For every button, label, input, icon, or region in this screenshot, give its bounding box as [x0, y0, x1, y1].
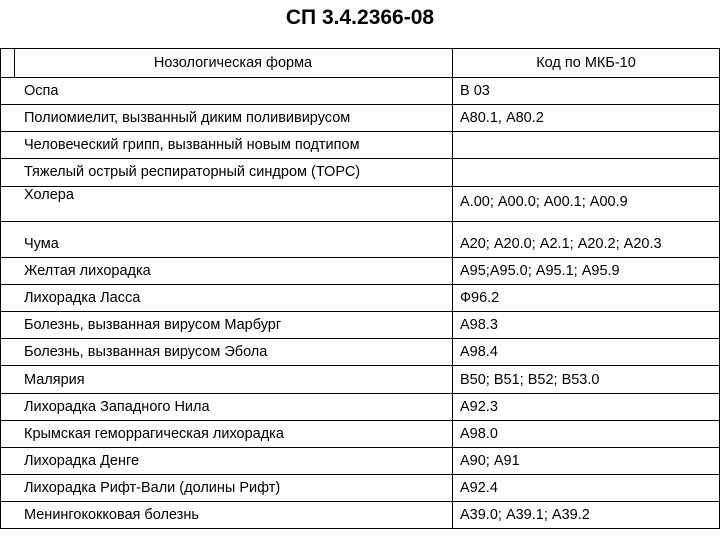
- table-row-name: Крымская геморрагическая лихорадка: [24, 426, 284, 442]
- table-row-name: Оспа: [24, 83, 59, 99]
- row-divider: [0, 365, 720, 366]
- table-row-name: Болезнь, вызванная вирусом Марбург: [24, 317, 282, 333]
- row-divider: [0, 104, 720, 105]
- row-divider: [0, 393, 720, 394]
- table-row-name: Малярия: [24, 372, 85, 388]
- row-divider: [0, 338, 720, 339]
- table-row-name: Тяжелый острый респираторный синдром (ТОРС): [24, 164, 361, 180]
- row-divider: [0, 447, 720, 448]
- column-header-form: Нозологическая форма: [153, 55, 313, 71]
- table-border-top: [0, 48, 720, 49]
- disease-table: [0, 48, 720, 536]
- table-row-code: А92.4: [460, 480, 498, 496]
- row-divider: [0, 501, 720, 502]
- table-row-code: А98.0: [460, 426, 498, 442]
- table-row-code: В50; В51; В52; В53.0: [460, 372, 600, 388]
- column-header-code: Код по МКБ-10: [536, 55, 636, 71]
- table-row-name: Холера: [24, 187, 74, 203]
- table-row-code: А20; А20.0; А2.1; А20.2; А20.3: [460, 236, 662, 252]
- row-divider: [0, 131, 720, 132]
- header-divider: [0, 77, 720, 78]
- row-divider: [0, 311, 720, 312]
- row-divider: [0, 158, 720, 159]
- table-row-code: А98.3: [460, 317, 498, 333]
- table-row-code: А95;А95.0; А95.1; А95.9: [460, 263, 620, 279]
- table-row-name: Болезнь, вызванная вирусом Эбола: [24, 344, 268, 360]
- table-row-code: А92.3: [460, 399, 498, 415]
- table-row-name: Чума: [24, 236, 59, 252]
- page-title: СП 3.4.2366-08: [285, 6, 435, 29]
- table-border-left: [0, 48, 1, 529]
- table-row-name: Желтая лихорадка: [24, 263, 151, 279]
- table-row-code: А98.4: [460, 344, 498, 360]
- table-row-name: Полиомиелит, вызванный диким полививирусом: [24, 110, 351, 126]
- table-row-code: А90; А91: [460, 453, 520, 469]
- column-divider: [452, 48, 453, 529]
- table-row-name: Лихорадка Денге: [24, 453, 140, 469]
- row-divider: [0, 420, 720, 421]
- row-divider: [0, 474, 720, 475]
- table-row-code: В 03: [460, 83, 490, 99]
- row-divider: [0, 186, 720, 187]
- table-border-bottom: [0, 528, 720, 529]
- table-row-code: А.00; А00.0; А00.1; А00.9: [460, 194, 628, 210]
- table-row-code: Ф96.2: [460, 290, 500, 306]
- table-row-name: Лихорадка Рифт-Вали (долины Рифт): [24, 480, 281, 496]
- table-row-name: Человеческий грипп, вызванный новым подтипом: [24, 137, 360, 153]
- table-row-name: Лихорадка Западного Нила: [24, 399, 210, 415]
- table-row-name: Лихорадка Ласса: [24, 290, 141, 306]
- table-row-code: А39.0; А39.1; А39.2: [460, 507, 590, 523]
- table-row-code: А80.1, А80.2: [460, 110, 544, 126]
- table-row-name: Менингококковая болезнь: [24, 507, 199, 523]
- row-divider: [0, 284, 720, 285]
- row-divider: [0, 221, 720, 222]
- row-divider: [0, 257, 720, 258]
